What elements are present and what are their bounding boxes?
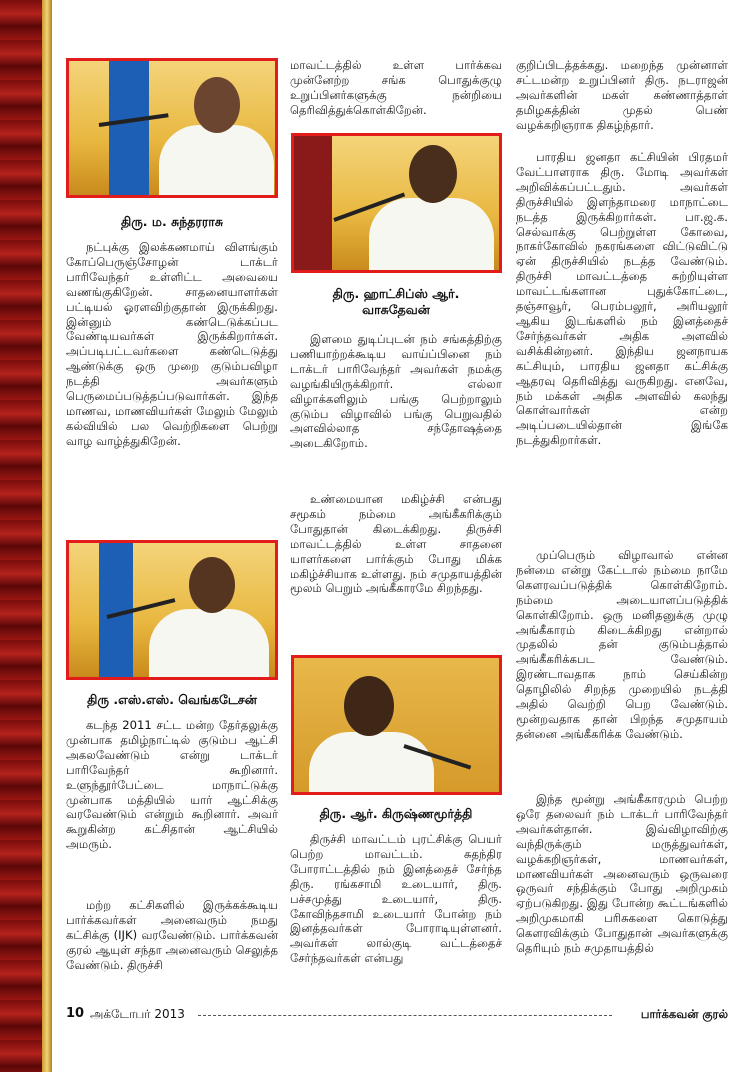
photo-caption: திரு. ஹாட்சிப்ஸ் ஆர். [332, 286, 460, 301]
page-footer [66, 1004, 728, 1026]
body-paragraph: குறிப்பிடத்தக்கது. மறைந்த முன்னாள் சட்டமன்ற உறுப்பினர் திரு. நடராஜன் அவர்களின் மகள் கண்ணாத்தாள் தமிழகத்தின் முதல் பெண் வழக்கறிஞராக திகழ்ந்தார். [516, 58, 728, 132]
photo-caption: வாசுதேவன் [362, 302, 430, 317]
body-paragraph: நட்புக்கு இலக்கணமாய் விளங்கும் கோப்பெருஞ்சோழன் டாக்டர் பாரிவேந்தர் உள்ளிட்ட அவையை வணங்குகிறேன். சாதனையாளர்கள் பட்டியல் ஓரளவிற்குதான் இருக்கிறது. இன்னும் கண்டெடுக்கப்பட வேண்டியவர்கள் இருக்கிறார்கள். அப்படிபட்டவர்களை கண்டெடுத்து ஆண்டுக்கு ஒரு முறை குடும்பவிழா நடத்தி அவர்களும் பெருமைப்படுத்தப்படுவார்கள். இந்த மாணவ, மாணவியர்கள் மேலும் மேலும் கல்வியில் பல வெற்றிகளை பெற்று வாழ வாழ்த்துகிறேன். [66, 240, 278, 448]
body-paragraph: கடந்த 2011 சட்ட மன்ற தேர்தலுக்கு முன்பாக தமிழ்நாட்டில் குடும்ப ஆட்சி அகலவேண்டும் என்று டாக்டர் பாரிவேந்தர் கூறினார். உளுந்தூர்பேட்டை மாநாட்டுக்கு முன்பாக மத்தியில் யார் ஆட்சிக்கு வரவேண்டும் என்றும் கூறினார். அவர் கூறுகின்ற கட்சிதான் ஆட்சியில் அமரும். [66, 718, 278, 852]
photo-caption: திரு. ஆர். கிருஷ்ணமூர்த்தி [319, 806, 473, 821]
body-paragraph: முப்பெரும் விழாவால் என்ன நன்மை என்று கேட்டால் நம்மை நாமே கௌரவப்படுத்திக் கொள்கிறோம். நம்மை அடையாளப்படுத்திக் கொள்கிறோம். ஒரு மனிதனுக்கு முழு அங்கீகாரம் கிடைக்கிறது என்றால் முதலில் தன் குடும்பத்தால் அங்கீகரிக்கபட வேண்டும். இரண்டாவதாக நாம் செய்கின்ற தொழிலில் சிறந்த முறையில் நடத்தி அதில் வெற்றி பெற வேண்டும். மூன்றவதாக தான் பிறந்த சமுதாயம் தன்னை அங்கீகரிக்க வேண்டும். [516, 548, 728, 741]
body-paragraph: இளமை துடிப்புடன் நம் சங்கத்திற்கு பணியாற்றக்கூடிய வாய்ப்பினை நம் டாக்டர் பாரிவேந்தர் அவர்கள் நமக்கு வழங்கியிருக்கிறார். எல்லா விழாக்களிலும் பங்கு பெற்றாலும் குடும்ப விழாவில் பங்கு பெறுவதில் அளவில்லாத சந்தோஷத்தை அடைகிறோம். [290, 332, 502, 451]
decorative-border [0, 0, 52, 1072]
photo-vasudevan [291, 133, 502, 273]
footer-divider [198, 1015, 612, 1016]
body-paragraph: திருச்சி மாவட்டம் புரட்சிக்கு பெயர் பெற்ற மாவட்டம். சுதந்திர போராட்டத்தில் நம் இனத்தைச் சேர்ந்த திரு. ரங்கசாமி உடையார், திரு. பச்சமுத்து உடையார், திரு. கோவிந்தசாமி உடையார் போன்ற நம் இனத்தவர்கள் போராடியுள்ளனர். அவர்கள் லால்குடி வட்டத்தைச் சேர்ந்தவர்கள் என்பது [290, 832, 502, 966]
body-paragraph: மற்ற கட்சிகளில் இருக்கக்கூடிய பார்க்கவர்கள் அனைவரும் நமது கட்சிக்கு (IJK) வரவேண்டும். பார்க்கவன் குரல் ஆயுள் சந்தா அனைவரும் செலுத்த வேண்டும். திருச்சி [66, 898, 278, 972]
photo-krishnamoorthy [291, 655, 502, 795]
photo-venkatesan [66, 540, 278, 680]
body-paragraph: உண்மையான மகிழ்ச்சி என்பது சமூகம் நம்மை அங்கீகரிக்கும் போதுதான் கிடைக்கிறது. திருச்சி மாவட்டத்தில் உள்ள சாதனை யாளர்களை பார்க்கும் போது மிக்க மகிழ்ச்சியாக உள்ளது. நம் சமுதாயத்தின் மூலம் பெறும் அங்கீகாரமே சிறந்தது. [290, 492, 502, 596]
issue-date: அக்டோபர் 2013 [90, 1007, 185, 1021]
body-paragraph: பாரதிய ஜனதா கட்சியின் பிரதமர் வேட்பாளராக திரு. மோடி அவர்கள் அறிவிக்கப்பட்டதும். அவர்கள் திருச்சியில் இளந்தாமரை மாநாட்டை நடத்த இருக்கிறார்கள். பா.ஜ.க. செல்வாக்கு பெற்றுள்ள கோவை, நாகர்கோவில் நகரங்களை விட்டுவிட்டு ஏன் திருச்சியில் நடத்த வேண்டும். திருச்சி மாவட்டத்தை சுற்றியுள்ள மாவட்டங்களான புதுக்கோட்டை, தஞ்சாவூர், பெரம்பலூர், அரியலூர் ஆகிய இடங்களில் நம் இனத்தைச் சேர்ந்தவர்கள் அதிக அளவில் வசிக்கின்றனர். இந்திய ஜனநாயக கட்சியும், பாரதிய ஜனதா கட்சிக்கு ஆதரவு தெரிவித்து வருகிறது. எனவே, நம் மக்கள் அதிக அளவில் கலந்து கொள்வார்கள் என்ற அடிப்படையில்தான் இங்கே நடத்துகிறார்கள். [516, 150, 728, 448]
publication-name: பார்க்கவன் குரல் [640, 1007, 728, 1021]
photo-caption: திரு .எஸ்.எஸ். வெங்கடேசன் [87, 692, 257, 707]
page-number: 10 [66, 1006, 85, 1021]
photo-sundararasu [66, 58, 278, 198]
photo-caption: திரு. ம. சுந்தரராசு [120, 214, 223, 229]
body-paragraph: இந்த மூன்று அங்கீகாரமும் பெற்ற ஒரே தலைவர் நம் டாக்டர் பாரிவேந்தர் அவர்கள்தான். இவ்விழாவிற்கு வந்திருக்கும் மருத்துவர்கள், வழக்கறிஞர்கள், மாணவர்கள், மாணவியர்கள் அனைவரும் ஒருவரை ஒருவர் சந்திக்கும் போது அறிமுகம் ஏற்படுகிறது. இது போன்ற கூட்டங்களில் அறிமுகமாகி பரிசுகளை கொடுத்து கௌரவிக்கும் போதுதான் அவர்களுக்கு தெரியும் நம் சமுதாயத்தில் [516, 792, 728, 956]
body-paragraph: மாவட்டத்தில் உள்ள பார்க்கவ முன்னேற்ற சங்க பொதுக்குழு உறுப்பினர்களுக்கு நன்றியை தெரிவித்துக்கொள்கிறேன். [290, 58, 502, 117]
